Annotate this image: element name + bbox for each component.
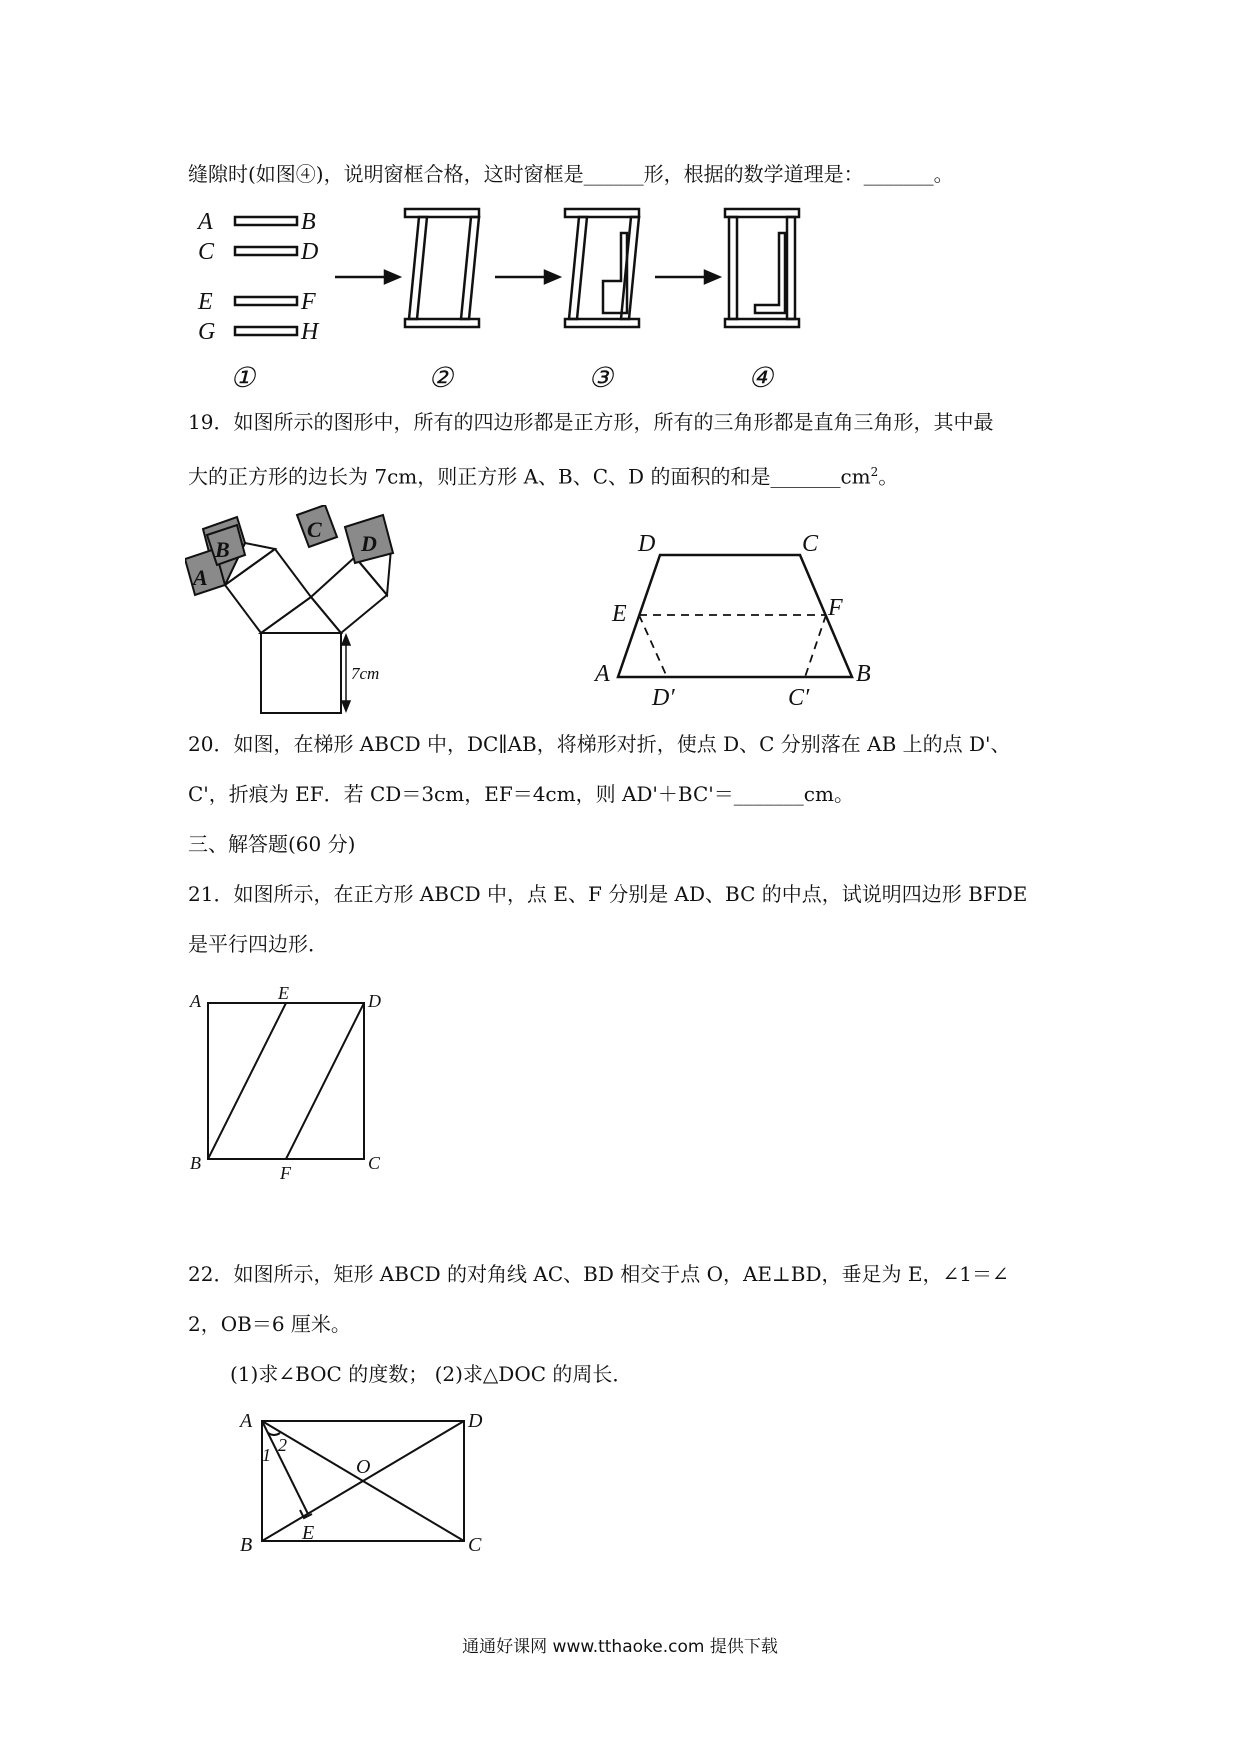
q22-label-o: O	[356, 1456, 371, 1478]
q18-frame-4	[725, 209, 799, 327]
q21-label-b: B	[190, 1153, 201, 1173]
q18-frame-2	[405, 209, 479, 327]
q22-label-d: D	[468, 1410, 483, 1432]
q19-side-label: 7cm	[351, 664, 380, 683]
q20-label-cp: C′	[788, 685, 810, 711]
q18-step-4: ④	[748, 363, 774, 394]
q18-bars	[235, 217, 297, 335]
q22-figure	[238, 1405, 498, 1555]
q18-text: 缝隙时(如图④)，说明窗框合格，这时窗框是______形，根据的数学道理是：_______。	[188, 162, 954, 186]
q18-step-2: ②	[428, 363, 454, 394]
q18-label-h: H	[301, 319, 319, 345]
q22-line-3: (1)求∠BOC 的度数； (2)求△DOC 的周长．	[230, 1362, 633, 1386]
q18-label-e: E	[198, 289, 213, 315]
q22-label-c: C	[468, 1534, 482, 1555]
q21-label-a: A	[190, 991, 201, 1011]
q18-frame-3	[565, 209, 639, 327]
q18-arrows	[335, 271, 719, 283]
q21-label-d: D	[368, 991, 381, 1011]
q19-label-b: B	[215, 537, 230, 562]
q19-line-2: 大的正方形的边长为 7cm，则正方形 A、B、C、D 的面积的和是$\_\_\_\_\_\_\_cm^2$。	[188, 464, 899, 489]
q22-label-a: A	[240, 1410, 253, 1432]
q18-label-c: C	[198, 239, 215, 265]
q19-label-a: A	[193, 565, 208, 590]
q21-label-e: E	[278, 985, 289, 1003]
q18-figure	[195, 205, 835, 395]
q20-label-e: E	[612, 601, 627, 627]
q19-square-right	[311, 557, 387, 633]
q22-label-e: E	[302, 1522, 315, 1544]
q20-figure	[590, 535, 890, 715]
q20-label-c: C	[802, 535, 819, 557]
q18-label-g: G	[198, 319, 216, 345]
q21-square	[208, 1003, 364, 1159]
q20-fold-fc	[805, 615, 826, 677]
q20-line-2: C'，折痕为 EF．若 CD＝3cm，EF＝4cm，则 AD'＋BC'＝_______cm。	[188, 782, 854, 806]
q18-label-b: B	[301, 209, 316, 235]
q21-line-2: 是平行四边形．	[188, 932, 328, 956]
q21-figure	[188, 985, 398, 1185]
q20-label-d: D	[638, 535, 656, 557]
q19-label-c: C	[307, 517, 322, 542]
section-3-heading: 三、解答题(60 分)	[188, 832, 356, 856]
q19-big-square	[261, 633, 341, 713]
q18-step-3: ③	[588, 363, 614, 394]
q18-step-1: ①	[230, 363, 256, 394]
page-footer: 通通好课网 www.tthaoke.com 提供下载	[462, 1637, 778, 1657]
q22-label-b: B	[240, 1534, 253, 1555]
q19-label-d: D	[361, 531, 377, 556]
q19-square-left	[225, 549, 311, 633]
q22-angle-2: 2	[278, 1435, 287, 1455]
q20-label-a: A	[595, 661, 610, 687]
q21-line-1: 21．如图所示，在正方形 ABCD 中，点 E、F 分别是 AD、BC 的中点，试说明四边形 BFDE	[188, 882, 1028, 906]
q19-line-1: 19．如图所示的图形中，所有的四边形都是正方形，所有的三角形都是直角三角形，其中最	[188, 410, 994, 434]
q19-figure	[185, 505, 445, 715]
q21-segment-fd	[286, 1003, 364, 1159]
q20-label-b: B	[856, 661, 871, 687]
q18-label-a: A	[198, 209, 213, 235]
q18-label-d: D	[301, 239, 319, 265]
q21-label-f: F	[280, 1163, 291, 1183]
q20-label-dp: D′	[652, 685, 675, 711]
q22-line-2: 2，OB＝6 厘米。	[188, 1312, 351, 1336]
q20-trapezoid	[618, 555, 852, 677]
q20-label-f: F	[828, 595, 843, 621]
q21-segment-be	[208, 1003, 286, 1159]
q22-angle-1: 1	[262, 1445, 271, 1465]
q20-fold-ed	[639, 615, 667, 677]
q19-triangle-center	[261, 597, 341, 633]
q18-label-f: F	[301, 289, 316, 315]
q22-line-1: 22．如图所示，矩形 ABCD 的对角线 AC、BD 相交于点 O，AE⊥BD，垂足为 E，∠1＝∠	[188, 1262, 1009, 1286]
q21-label-c: C	[368, 1153, 381, 1173]
q20-line-1: 20．如图，在梯形 ABCD 中，DC∥AB，将梯形对折，使点 D、C 分别落在 AB 上的点 D'、	[188, 732, 1011, 756]
